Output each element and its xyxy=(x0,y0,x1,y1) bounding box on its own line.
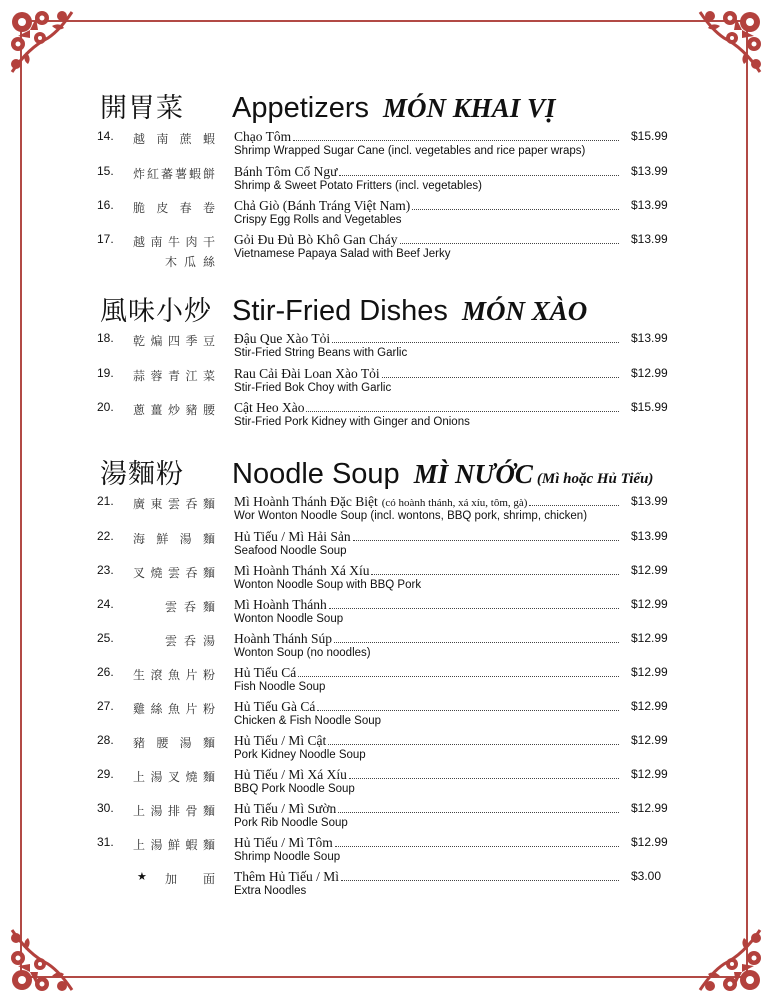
item-name-zh: 雲呑麵 xyxy=(165,600,215,614)
menu-item xyxy=(97,562,677,596)
dot-leader xyxy=(329,596,619,609)
item-name-vi: Chả Giò (Bánh Tráng Việt Nam) xyxy=(234,198,411,213)
item-name-vi-line xyxy=(234,732,619,750)
item-price: $12.99 xyxy=(631,563,668,577)
item-name-vi: Mì Hoành Thánh Xá Xíu xyxy=(234,563,370,578)
item-name-zh: 豬腰湯麵 xyxy=(133,736,215,750)
item-name-zh: 加面 xyxy=(165,872,215,886)
item-name-zh: 蒜蓉青江菜 xyxy=(133,369,215,383)
item-name-en: Shrimp & Sweet Potato Fritters (incl. vegetables) xyxy=(234,180,482,192)
section-title-vi: MÓN KHAI VỊ xyxy=(383,93,556,123)
menu-item xyxy=(97,732,677,766)
section-title-vi: MÓN XÀO xyxy=(461,296,588,326)
item-number: 31. xyxy=(97,835,114,849)
item-name-en: Wor Wonton Noodle Soup (incl. wontons, BBQ pork, shrimp, chicken) xyxy=(234,510,588,522)
dot-leader xyxy=(349,766,619,779)
item-name-vi-line xyxy=(234,399,619,417)
item-price: $12.99 xyxy=(631,631,668,645)
item-name-vi: Hủ Tiếu Cá xyxy=(234,665,297,680)
item-price: $13.99 xyxy=(631,494,668,508)
item-price: $3.00 xyxy=(631,869,662,883)
item-name-vi-line xyxy=(234,365,619,383)
menu-item xyxy=(97,868,677,902)
item-name-en: Crispy Egg Rolls and Vegetables xyxy=(234,214,402,226)
item-name-en: Shrimp Wrapped Sugar Cane (incl. vegetables and rice paper wraps) xyxy=(234,145,586,157)
item-price: $12.99 xyxy=(631,665,668,679)
section-heading-stir-fried xyxy=(100,289,587,333)
section-title-en: Stir-Fried Dishes xyxy=(232,295,448,327)
item-number: 24. xyxy=(97,597,114,611)
item-price: $12.99 xyxy=(631,699,668,713)
item-name-vi: Bánh Tôm Cổ Ngư xyxy=(234,164,338,179)
menu-item xyxy=(97,197,677,231)
item-number: 29. xyxy=(97,767,114,781)
item-price: $12.99 xyxy=(631,767,668,781)
item-name-vi-line xyxy=(234,163,619,181)
item-name-vi: Rau Cải Đài Loan Xào Tỏi xyxy=(234,366,380,381)
item-name-vi-line xyxy=(234,493,619,511)
item-name-en: Seafood Noodle Soup xyxy=(234,545,347,557)
item-number: 28. xyxy=(97,733,114,747)
menu-item xyxy=(97,800,677,834)
item-name-vi-line xyxy=(234,128,619,146)
item-name-zh: 雞絲魚片粉 xyxy=(133,702,215,716)
menu-item xyxy=(97,596,677,630)
item-name-vi-line xyxy=(234,231,619,249)
dot-leader xyxy=(332,330,619,343)
menu-item xyxy=(97,365,677,399)
dot-leader xyxy=(371,562,619,575)
item-name-zh-line2: 木瓜絲 xyxy=(165,255,215,269)
item-name-vi: Hủ Tiếu / Mì Tôm xyxy=(234,835,333,850)
item-name-vi-line xyxy=(234,766,619,784)
item-name-zh: 越南牛肉干 木瓜絲 xyxy=(133,232,215,272)
section-title-vi: MÌ NƯỚC xyxy=(413,459,533,489)
item-price: $12.99 xyxy=(631,801,668,815)
item-name-vi: Thêm Hủ Tiếu / Mì xyxy=(234,869,340,884)
item-price: $13.99 xyxy=(631,198,668,212)
item-name-en: Stir-Fried Bok Choy with Garlic xyxy=(234,382,392,394)
item-number: 22. xyxy=(97,529,114,543)
item-number: 25. xyxy=(97,631,114,645)
dot-leader xyxy=(339,163,619,176)
menu-item xyxy=(97,766,677,800)
item-number: 30. xyxy=(97,801,114,815)
item-number: 19. xyxy=(97,366,114,380)
menu-item xyxy=(97,493,677,527)
dot-leader xyxy=(293,128,619,141)
dot-leader xyxy=(382,365,619,378)
item-name-vi-line xyxy=(234,528,619,546)
item-name-en: Stir-Fried String Beans with Garlic xyxy=(234,347,408,359)
dot-leader xyxy=(328,732,619,745)
item-name-zh: 海鮮湯麵 xyxy=(133,532,215,546)
item-number: 21. xyxy=(97,494,114,508)
item-number: 23. xyxy=(97,563,114,577)
item-name-vi-line xyxy=(234,664,619,682)
item-name-zh: 廣東雲呑麵 xyxy=(133,497,215,511)
item-name-zh: 乾煸四季豆 xyxy=(133,334,215,348)
dot-leader xyxy=(412,197,619,210)
item-name-vi: Hủ Tiếu / Mì Hải Sản xyxy=(234,529,351,544)
corner-ornament-icon xyxy=(8,926,76,994)
item-name-en: Pork Kidney Noodle Soup xyxy=(234,749,366,761)
item-price: $12.99 xyxy=(631,597,668,611)
dot-leader xyxy=(341,868,619,881)
item-number: 15. xyxy=(97,164,114,178)
item-name-en: Chicken & Fish Noodle Soup xyxy=(234,715,382,727)
item-price: $13.99 xyxy=(631,529,668,543)
item-name-en: Extra Noodles xyxy=(234,885,307,897)
item-name-vi: Hủ Tiếu / Mì Cật xyxy=(234,733,327,748)
item-number: 16. xyxy=(97,198,114,212)
item-name-vi-line xyxy=(234,834,619,852)
item-price: $12.99 xyxy=(631,366,668,380)
item-name-vi: Gỏi Đu Đủ Bò Khô Gan Cháy xyxy=(234,232,398,247)
dot-leader xyxy=(529,493,619,506)
star-icon: ★ xyxy=(137,871,147,883)
item-name-zh: 越南蔗蝦 xyxy=(133,132,215,146)
dot-leader xyxy=(335,834,619,847)
corner-ornament-icon xyxy=(696,926,764,994)
item-price: $12.99 xyxy=(631,835,668,849)
item-name-vi-line xyxy=(234,330,619,348)
item-name-vi-line xyxy=(234,596,619,614)
item-name-vi-line xyxy=(234,562,619,580)
dot-leader xyxy=(334,630,619,643)
item-name-en: Fish Noodle Soup xyxy=(234,681,326,693)
item-price: $15.99 xyxy=(631,400,668,414)
item-price: $13.99 xyxy=(631,331,668,345)
item-name-en: Vietnamese Papaya Salad with Beef Jerky xyxy=(234,248,451,260)
item-name-vi: Hủ Tiếu / Mì Xá Xíu xyxy=(234,767,347,782)
item-note-vi: (có hoành thánh, xá xíu, tôm, gà) xyxy=(381,497,528,509)
item-name-en: BBQ Pork Noodle Soup xyxy=(234,783,355,795)
item-number: 18. xyxy=(97,331,114,345)
item-name-zh: 上湯叉燒麵 xyxy=(133,770,215,784)
item-number: 14. xyxy=(97,129,114,143)
menu-item xyxy=(97,630,677,664)
menu-item xyxy=(97,834,677,868)
item-name-vi: Hoành Thánh Súp xyxy=(234,631,332,646)
item-name-en: Wonton Noodle Soup with BBQ Pork xyxy=(234,579,422,591)
item-name-vi: Đậu Que Xào Tỏi xyxy=(234,331,331,346)
menu-item xyxy=(97,128,677,162)
menu-item xyxy=(97,330,677,364)
menu-item xyxy=(97,664,677,698)
item-name-vi: Chạo Tôm xyxy=(234,129,292,144)
item-name-vi: Cật Heo Xào xyxy=(234,400,305,415)
dot-leader xyxy=(353,528,619,541)
item-name-zh: 生滾魚片粉 xyxy=(133,668,215,682)
dot-leader xyxy=(338,800,619,813)
menu-item xyxy=(97,399,677,433)
item-name-vi: Hủ Tiếu Gà Cá xyxy=(234,699,316,714)
section-heading-appetizers xyxy=(100,86,556,130)
section-title-en: Noodle Soup xyxy=(232,458,400,490)
item-number: 17. xyxy=(97,232,114,246)
dot-leader xyxy=(400,231,620,244)
section-subtitle-vi: (Mì hoặc Hủ Tiếu) xyxy=(536,471,654,487)
item-name-vi-line xyxy=(234,800,619,818)
item-name-zh: 上湯鮮蝦麵 xyxy=(133,838,215,852)
item-name-vi-line xyxy=(234,868,619,886)
item-number: 20. xyxy=(97,400,114,414)
dot-leader xyxy=(306,399,619,412)
menu-item xyxy=(97,163,677,197)
item-name-zh: 蔥薑炒豬腰 xyxy=(133,403,215,417)
item-number: 27. xyxy=(97,699,114,713)
dot-leader xyxy=(317,698,619,711)
item-name-vi-line xyxy=(234,698,619,716)
item-name-zh: 叉燒雲呑麵 xyxy=(133,566,215,580)
item-price: $13.99 xyxy=(631,164,668,178)
corner-ornament-icon xyxy=(696,8,764,76)
item-price: $12.99 xyxy=(631,733,668,747)
menu-item xyxy=(97,528,677,562)
section-title-zh: 湯麵粉 xyxy=(100,459,184,490)
item-name-en: Shrimp Noodle Soup xyxy=(234,851,341,863)
menu-item xyxy=(97,698,677,732)
section-title-zh: 風味小炒 xyxy=(100,296,212,327)
item-name-en: Wonton Soup (no noodles) xyxy=(234,647,371,659)
corner-ornament-icon xyxy=(8,8,76,76)
item-price: $13.99 xyxy=(631,232,668,246)
item-name-en: Pork Rib Noodle Soup xyxy=(234,817,348,829)
item-name-en: Stir-Fried Pork Kidney with Ginger and Onions xyxy=(234,416,470,428)
item-name-vi-line xyxy=(234,630,619,648)
menu-item xyxy=(97,231,677,269)
item-name-vi: Hủ Tiếu / Mì Sườn xyxy=(234,801,337,816)
item-name-vi-line xyxy=(234,197,619,215)
item-name-zh: 上湯排骨麵 xyxy=(133,804,215,818)
section-heading-noodle-soup xyxy=(100,452,653,496)
item-name-zh: 脆皮春卷 xyxy=(133,201,215,215)
item-price: $15.99 xyxy=(631,129,668,143)
item-name-zh: 炸紅蕃薯蝦餅 xyxy=(133,167,215,181)
item-name-en: Wonton Noodle Soup xyxy=(234,613,344,625)
item-name-zh: 雲呑湯 xyxy=(165,634,215,648)
section-title-zh: 開胃菜 xyxy=(100,93,184,124)
section-title-en: Appetizers xyxy=(232,92,370,124)
dot-leader xyxy=(298,664,619,677)
item-name-vi: Mì Hoành Thánh Đặc Biệt xyxy=(234,494,378,509)
item-name-vi: Mì Hoành Thánh xyxy=(234,597,327,612)
item-number: 26. xyxy=(97,665,114,679)
